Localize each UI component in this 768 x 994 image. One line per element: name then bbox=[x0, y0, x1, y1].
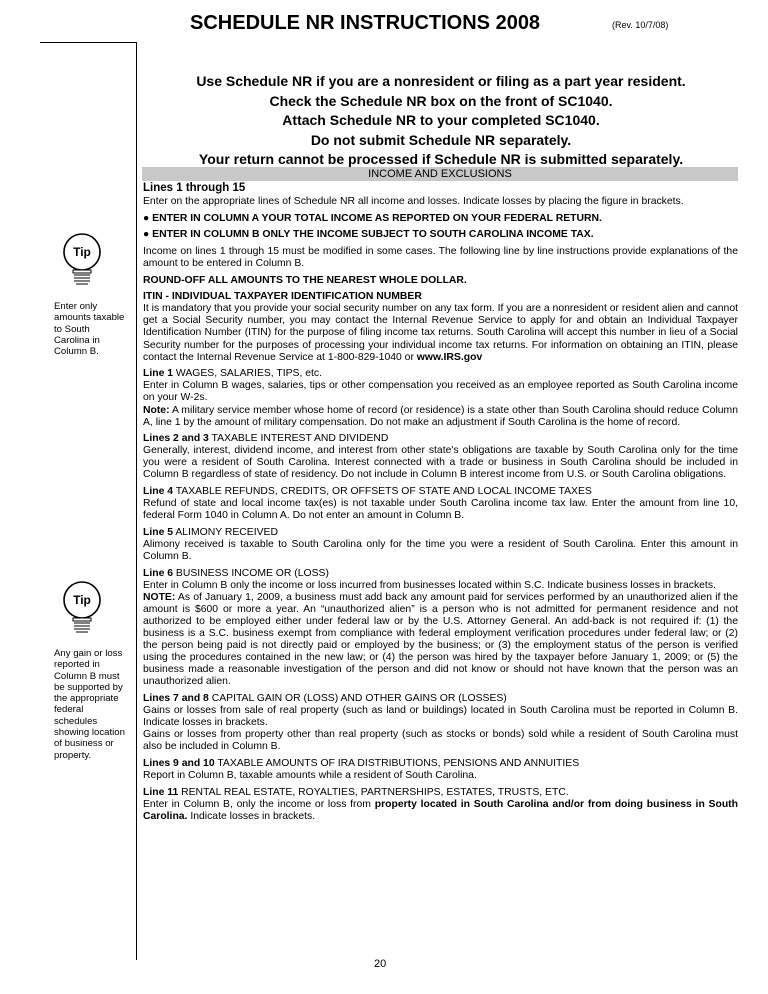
page-number: 20 bbox=[374, 958, 387, 970]
line-4-section: Line 4 TAXABLE REFUNDS, CREDITS, OR OFFSETS OF STATE AND LOCAL INCOME TAXES Refund of state and local income tax(es) is not taxable under South Carolina income tax law. Enter the amount from line 10, federal Form 1040 in Column A. Do not enter an amount in Column B. bbox=[143, 486, 738, 522]
round-off-note: ROUND-OFF ALL AMOUNTS TO THE NEAREST WHOLE DOLLAR. bbox=[143, 274, 467, 286]
tip-label: Tip bbox=[73, 593, 91, 607]
instructions-body bbox=[143, 182, 738, 828]
itin-section bbox=[143, 291, 738, 364]
bullet-column-b: ● ENTER IN COLUMN B ONLY THE INCOME SUBJECT TO SOUTH CAROLINA INCOME TAX. bbox=[143, 229, 594, 241]
intro-line: Do not submit Schedule NR separately. bbox=[310, 131, 572, 148]
page-title: SCHEDULE NR INSTRUCTIONS 2008 bbox=[190, 12, 541, 34]
line-1-section: Line 1 WAGES, SALARIES, TIPS, etc. Enter in Column B wages, salaries, tips or other compensation you received as an employee reported as South Carolina income on your W-2s. Note: A military service member whose home of record (or residence) is a state other than South Carolina should reduce Column A, line 1 by the amount of military compensation. Do not make an adjustment if South Carolina is the home of record. bbox=[143, 368, 738, 428]
section-header: INCOME AND EXCLUSIONS bbox=[142, 167, 738, 181]
header-rule bbox=[40, 42, 136, 43]
revision-date: (Rev. 10/7/08) bbox=[612, 20, 669, 30]
tip-label: Tip bbox=[73, 245, 91, 259]
tip-note: Any gain or loss reported in Column B must be supported by the appropriate federal schedules showing location of business or property. bbox=[54, 648, 125, 761]
intro-line: Your return cannot be processed if Schedule NR is submitted separately. bbox=[198, 151, 684, 167]
irs-link[interactable]: www.IRS.gov bbox=[416, 351, 483, 363]
tip-lightbulb-icon bbox=[58, 232, 106, 288]
tip-lightbulb-icon bbox=[58, 580, 106, 636]
bullet-column-a: ● ENTER IN COLUMN A YOUR TOTAL INCOME AS REPORTED ON YOUR FEDERAL RETURN. bbox=[143, 212, 602, 224]
itin-heading: ITIN - INDIVIDUAL TAXPAYER IDENTIFICATION NUMBER bbox=[143, 291, 422, 303]
intro-line: Check the Schedule NR box on the front of SC1040. bbox=[269, 92, 613, 109]
modify-text: Income on lines 1 through 15 must be modified in some cases. The following line by line instructions provide explanations of the amount to be entered in Column B. bbox=[143, 245, 738, 269]
line-7-8-section: Lines 7 and 8 CAPITAL GAIN OR (LOSS) AND OTHER GAINS OR (LOSSES) Gains or losses from sale of real property (such as land or buildings) located in South Carolina must be reported in Column B. Indicate losses in brackets. Gains or losses from property other than real property (such as stocks or bonds) sold while a resident of South Carolina must also be included in Column B. bbox=[143, 693, 738, 753]
itin-text: It is mandatory that you provide your social security number on any tax form. If you are a nonresident or resident alien and cannot get a Social Security number, you may contact the Internal Revenue Service to apply for and obtain an Individual Taxpayer Identification Number (ITIN) for the purpose of filing income tax returns. South Carolina will accept this number in lieu of a Social Security number for the purposes of processing your individual income tax returns. For information on obtaining an ITIN, please contact the Internal Revenue Service at 1-800-829-1040 or bbox=[143, 303, 738, 363]
intro-line: Attach Schedule NR to your completed SC1040. bbox=[282, 112, 600, 128]
line-11-section: Line 11 RENTAL REAL ESTATE, ROYALTIES, PARTNERSHIPS, ESTATES, TRUSTS, ETC. Enter in Column B, only the income or loss from property located in South Carolina and/or from doing business in South Carolina. Indicate losses in brackets. bbox=[143, 786, 738, 822]
line-9-10-section: Lines 9 and 10 TAXABLE AMOUNTS OF IRA DISTRIBUTIONS, PENSIONS AND ANNUITIES Report in Column B, taxable amounts while a resident of South Carolina. bbox=[143, 758, 580, 782]
tip-note: Enter only amounts taxable to South Carolina in Column B. bbox=[54, 301, 125, 358]
line-6-section: Line 6 BUSINESS INCOME OR (LOSS) Enter in Column B only the income or loss incurred from businesses located within S.C. Indicate business losses in brackets. NOTE: As of January 1, 2009, a business must add back any amount paid for services performed by an unauthorized alien if the amount is $600 or more a year. An “unauthorized alien” is a person who is not admitted for permanent residence and not authorized to be employed either under federal law or by the U.S. Attorney General. An add-back is not required if: (1) the business is a S.C. business exempt from compliance with federal employment verification procedures under federal law; or (2) the person being paid is not directly paid or employed by the business; or (3) the employment status of the person is verified using the procedures contained in the new law; or (4) the person was hired by the taxpayer before January 1, 2009; or (5) the business made a reasonable investigation of the person and did not know or should not have known that the person was an unauthorized alien. bbox=[143, 567, 738, 688]
column-divider bbox=[136, 42, 137, 960]
line-5-section: Line 5 ALIMONY RECEIVED Alimony received is taxable to South Carolina only for the time you were a resident of South Carolina. Enter this amount in Column B. bbox=[143, 526, 738, 563]
lines-1-15-heading: Lines 1 through 15 bbox=[143, 182, 246, 194]
lines-1-15-text: Enter on the appropriate lines of Schedule NR all income and losses. Indicate losses by placing the figure in brackets. bbox=[143, 196, 684, 208]
intro-line: Use Schedule NR if you are a nonresident or filing as a part year resident. bbox=[196, 73, 686, 89]
line-2-3-section: Lines 2 and 3 TAXABLE INTEREST AND DIVIDEND Generally, interest, dividend income, and interest from other state's obligations are taxable by South Carolina only for the time you were a resident of South Carolina. Interest connected with a trade or business in South Carolina should be included in Column B regardless of state of residency. Do not include in Column B interest income from U.S. or South Carolina obligations. bbox=[143, 433, 738, 481]
intro-block bbox=[142, 72, 740, 170]
